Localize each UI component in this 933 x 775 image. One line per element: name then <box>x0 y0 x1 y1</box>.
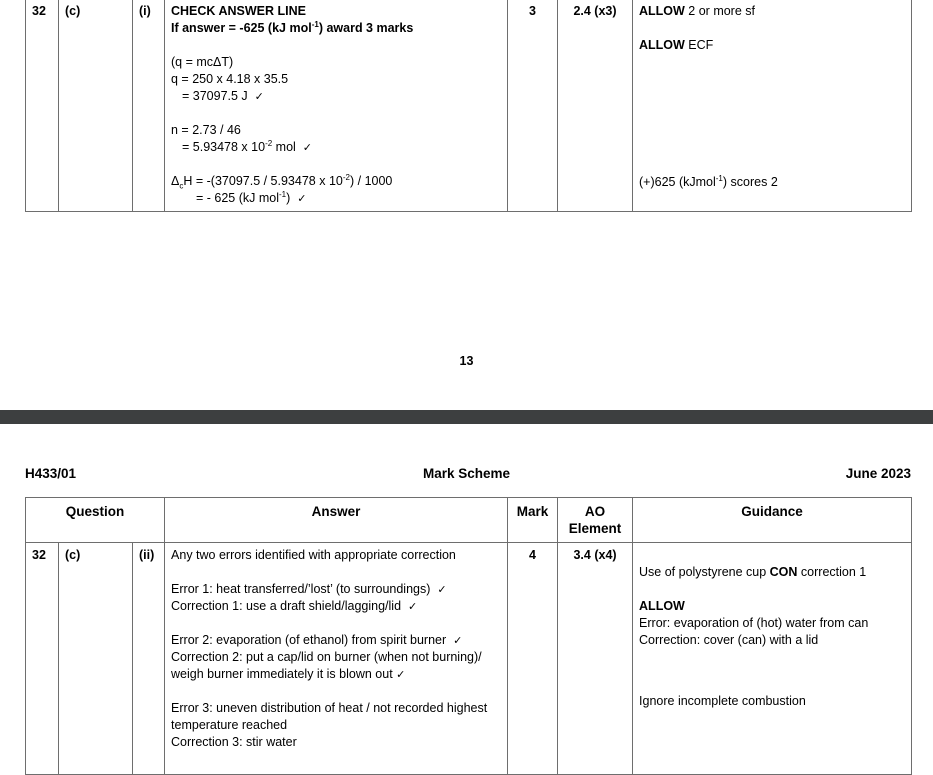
question-subpart: (i) <box>133 0 165 212</box>
bottom-mark-table <box>25 497 912 775</box>
guidance-correction: Correction: cover (can) with a lid <box>639 633 819 647</box>
question-number: 32 <box>26 543 59 775</box>
enthalpy-line: $\Delta_cH = -(37097.5 / 5.93478$ x $10^{-2}) / 1000$ <box>171 172 393 191</box>
answer-cell <box>165 0 508 212</box>
error-3: Error 3: uneven distribution of heat / not recorded highest <box>171 701 488 715</box>
moles-line: n = 2.73 / 46 <box>171 123 241 137</box>
correction-2-cont: weigh burner immediately it is blown out ✓ <box>171 667 406 681</box>
tick-icon: ✓ <box>302 141 312 154</box>
answer-cell <box>165 543 508 775</box>
tick-icon: ✓ <box>437 583 447 596</box>
page-title: Mark Scheme <box>422 466 511 481</box>
formula-line: (q = mcΔT) <box>171 55 234 69</box>
calc-result: = 37097.5 J ✓ <box>182 89 264 103</box>
error-2: Error 2: evaporation (of ethanol) from spirit burner ✓ <box>171 633 463 647</box>
question-number: 32 <box>26 0 59 212</box>
guidance-allow: ALLOW <box>639 599 685 613</box>
header-row <box>26 498 912 543</box>
page-break-bar <box>0 410 933 424</box>
header-answer: Answer <box>165 498 508 543</box>
tick-icon: ✓ <box>396 668 406 681</box>
header-question: Question <box>26 498 165 543</box>
moles-result: = 5.93478 x $10^{-2}$ mol ✓ <box>182 138 312 154</box>
answer-intro: Any two errors identified with appropriate correction <box>171 548 456 562</box>
correction-3: Correction 3: stir water <box>171 735 297 749</box>
tick-icon: ✓ <box>407 600 418 613</box>
question-part: (c) <box>59 0 133 212</box>
tick-icon: ✓ <box>254 90 264 103</box>
ao-cell: 2.4 (x3) <box>558 0 633 212</box>
calc-line: q = 250 x 4.18 x 35.5 <box>171 72 289 86</box>
guidance-scores: (+)625 (kJmol$^{-1}$) scores 2 <box>639 173 778 189</box>
header-ao: AO Element <box>558 498 633 543</box>
enthalpy-result: = - 625 (kJ mol$^{-1}$) ✓ <box>196 189 307 205</box>
question-subpart: (ii) <box>133 543 165 775</box>
table-row <box>26 543 912 775</box>
guidance-allow-ecf: ALLOW ECF <box>639 38 714 52</box>
error-3-cont: temperature reached <box>171 718 288 732</box>
paper-code: H433/01 <box>25 466 77 481</box>
table-row <box>26 0 912 212</box>
guidance-allow-sf: ALLOW 2 or more sf <box>639 4 755 18</box>
tick-icon: ✓ <box>297 192 307 205</box>
tick-icon: ✓ <box>453 634 463 647</box>
top-mark-table <box>25 0 912 212</box>
correction-1: Correction 1: use a draft shield/lagging/lid ✓ <box>171 599 418 613</box>
header-guidance: Guidance <box>633 498 912 543</box>
header-mark: Mark <box>508 498 558 543</box>
check-answer-line: CHECK ANSWER LINE <box>171 4 306 18</box>
guidance-cell <box>633 543 912 775</box>
exam-date: June 2023 <box>845 466 911 481</box>
correction-2: Correction 2: put a cap/lid on burner (when not burning)/ <box>171 650 482 664</box>
error-1: Error 1: heat transferred/’lost’ (to surroundings) ✓ <box>171 582 447 596</box>
question-part: (c) <box>59 543 133 775</box>
page-number: 13 <box>459 354 474 368</box>
guidance-polystyrene: Use of polystyrene cup CON correction 1 <box>639 565 867 579</box>
mark-cell: 4 <box>508 543 558 775</box>
guidance-cell <box>633 0 912 212</box>
ao-cell: 3.4 (x4) <box>558 543 633 775</box>
guidance-error: Error: evaporation of (hot) water from can <box>639 616 869 630</box>
guidance-ignore: Ignore incomplete combustion <box>639 694 806 708</box>
award-line: If answer = -625 (kJ mol$^{-1}$) award 3 marks <box>171 19 414 35</box>
mark-cell: 3 <box>508 0 558 212</box>
